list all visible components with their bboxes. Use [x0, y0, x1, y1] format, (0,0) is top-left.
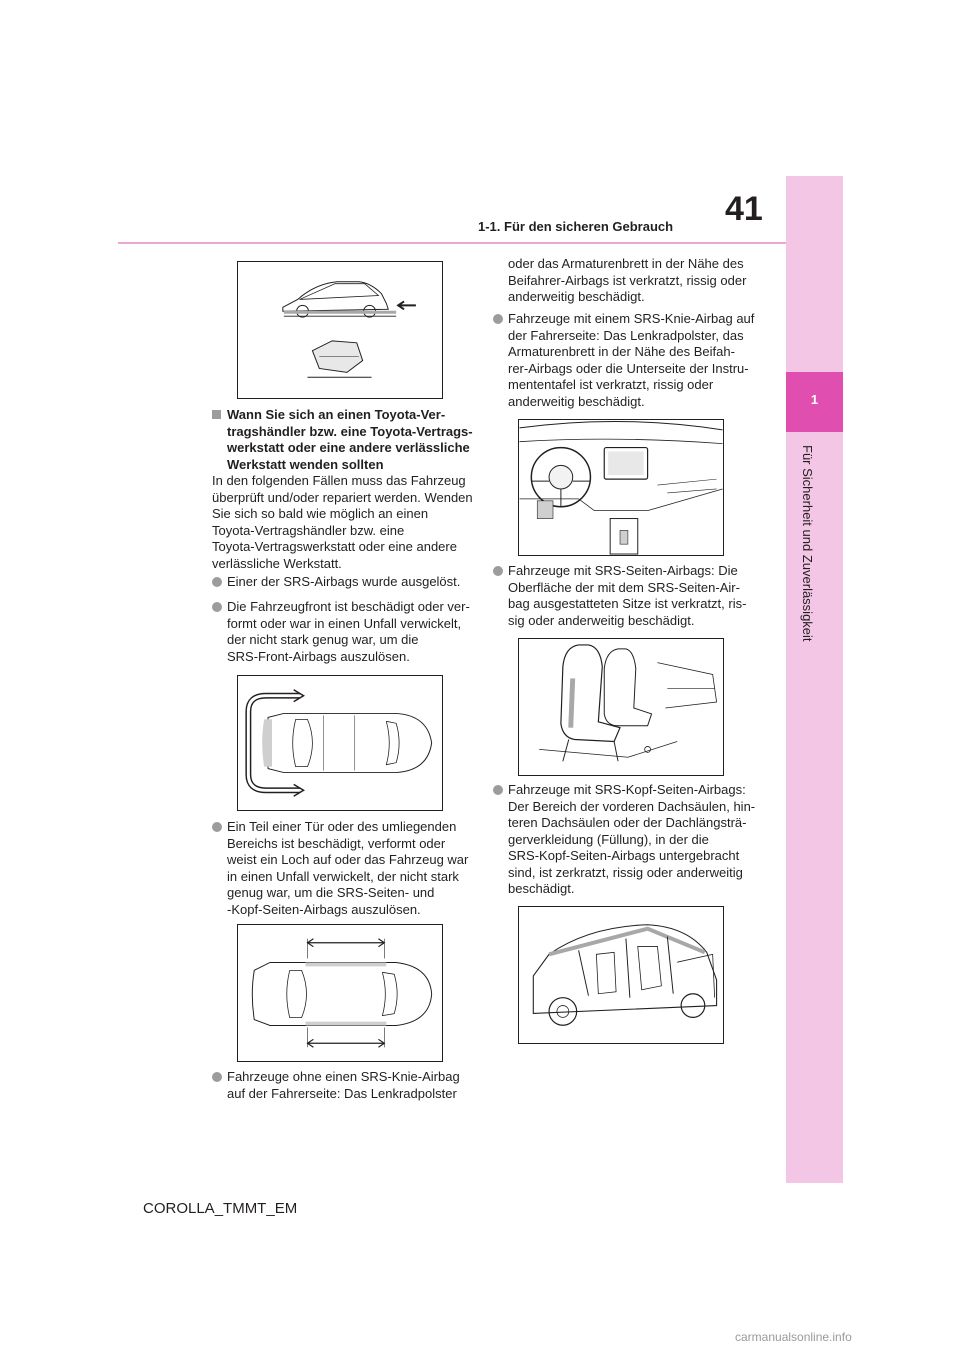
gray-circle-icon: [212, 822, 222, 832]
continued-paragraph: oder das Armaturenbrett in der Nähe des Beifahrer-Airbags ist verkratzt, rissig oder anderweitig beschädigt.: [508, 256, 747, 304]
roof-pillar-illustration: [518, 906, 724, 1044]
gray-circle-icon: [212, 1072, 222, 1082]
bullet-airbag-deployed: Einer der SRS-Airbags wurde ausgelöst.: [212, 574, 497, 591]
gray-circle-icon: [493, 314, 503, 324]
page-number: 41: [725, 190, 763, 228]
seat-side-airbag-illustration: [518, 638, 724, 776]
bullet-curtain-airbag: Fahrzeuge mit SRS-Kopf-Seiten-Airbags: Der Bereich der vorderen Dachsäulen, hin- teren Dachsäulen oder der Dachlängsträ- gerverkleidung (Füllung), in der die SRS-Kopf-Seiten-Airbags untergebracht sind, ist zerkratzt, rissig oder anderweitig beschädigt.: [493, 782, 783, 898]
chapter-label: Für Sicherheit und Zuverlässigkeit: [800, 445, 815, 642]
intro-paragraph: In den folgenden Fällen muss das Fahrzeug überprüft und/oder repariert werden. Wenden Sie sich so bald wie möglich an einen Toyota-Vertragshändler bzw. eine Toyota-Vertragswerkstatt oder eine andere verlässliche Werkstatt.: [212, 473, 473, 571]
bullet-no-knee-airbag: Fahrzeuge ohne einen SRS-Knie-Airbag auf der Fahrerseite: Das Lenkradpolster: [212, 1069, 497, 1102]
gray-circle-icon: [493, 566, 503, 576]
bullet-side-airbag: Fahrzeuge mit SRS-Seiten-Airbags: Die Oberfläche der mit dem SRS-Seiten-Air- bag ausgestatteten Sitze ist verkratzt, ris- sig oder anderweitig beschädigt.: [493, 563, 783, 629]
side-damage-area-illustration: [237, 924, 443, 1062]
chapter-number: 1: [810, 392, 819, 407]
gray-circle-icon: [493, 785, 503, 795]
section-heading: Wann Sie sich an einen Toyota-Ver- tragshändler bzw. eine Toyota-Vertrags- werkstatt oder eine andere verlässliche Werkstatt wenden sollten: [212, 407, 497, 473]
gray-square-icon: [212, 410, 221, 419]
header-rule: [118, 242, 786, 244]
rear-collision-illustration: [237, 261, 443, 399]
gray-circle-icon: [212, 602, 222, 612]
model-code: COROLLA_TMMT_EM: [143, 1200, 298, 1217]
gray-circle-icon: [212, 577, 222, 587]
watermark: carmanualsonline.info: [735, 1330, 852, 1344]
bullet-door-damage: Ein Teil einer Tür oder des umliegenden Bereichs ist beschädigt, verformt oder weist ein Loch auf oder das Fahrzeug war in einen Unfall verwickelt, der nicht stark genug war, um die SRS-Seiten- und -Kopf-Seiten-Airbags auszulösen.: [212, 819, 497, 918]
front-damage-area-illustration: [237, 675, 443, 811]
bullet-front-damage: Die Fahrzeugfront ist beschädigt oder ver- formt oder war in einen Unfall verwickelt, der nicht stark genug war, um die SRS-Front-Airbags auszulösen.: [212, 599, 497, 665]
dashboard-illustration: [518, 419, 724, 556]
section-title: 1-1. Für den sicheren Gebrauch: [478, 219, 674, 234]
bullet-knee-airbag: Fahrzeuge mit einem SRS-Knie-Airbag auf der Fahrerseite: Das Lenkradpolster, das Armaturenbrett in der Nähe des Beifah- rer-Airbags oder die Unterseite der Instru- mententafel ist verkratzt, rissig oder anderweitig beschädigt.: [493, 311, 783, 410]
